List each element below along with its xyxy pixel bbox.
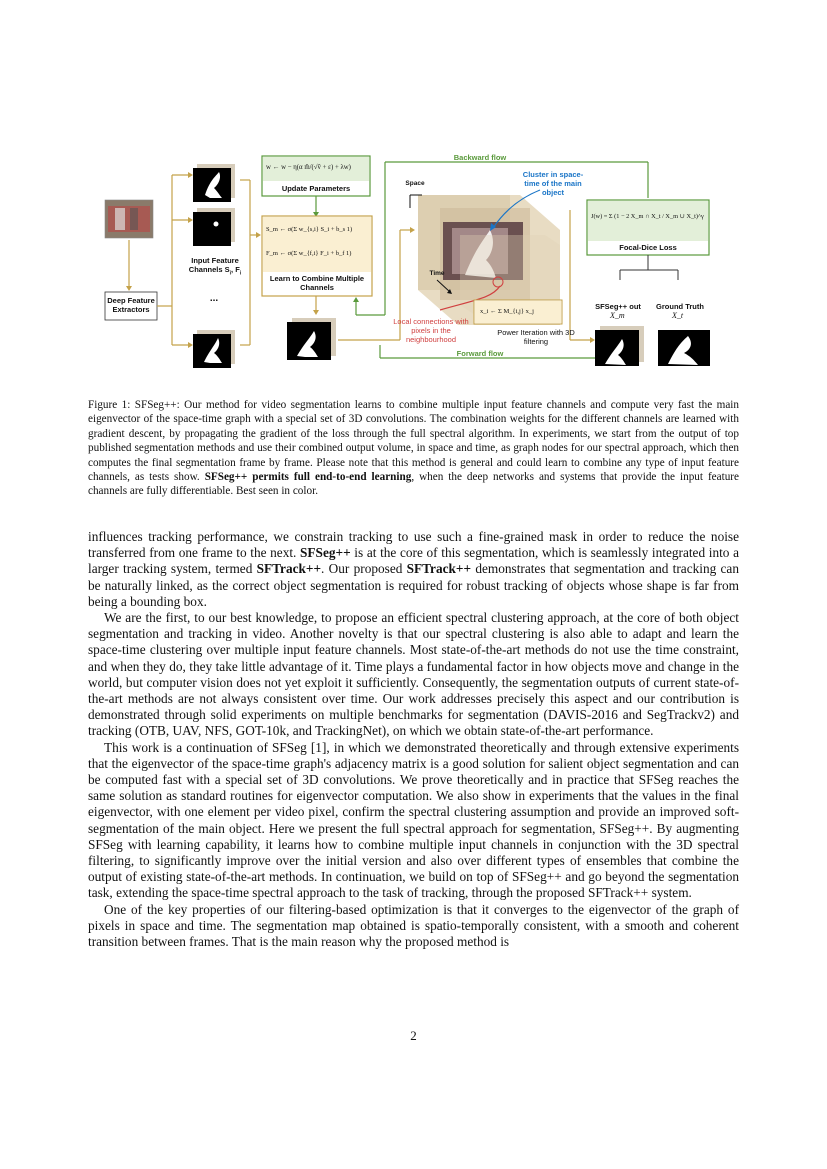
input-channel-1 bbox=[193, 164, 235, 202]
ground-truth-mask bbox=[658, 330, 710, 366]
power-iteration-label: Power Iteration with 3D filtering bbox=[497, 328, 575, 346]
figure-1 bbox=[100, 150, 730, 370]
power-iteration-equation: x_i ← Σ M_{i,j} x_j bbox=[480, 308, 534, 315]
sfseg-output-mask bbox=[595, 326, 644, 366]
cluster-label: Cluster in space-time of the main object bbox=[522, 170, 584, 197]
channel-ellipsis: ... bbox=[209, 293, 219, 304]
sfseg-out-variable: X_m bbox=[610, 311, 625, 320]
input-channel-3 bbox=[193, 330, 235, 368]
space-axis-label: Space bbox=[405, 180, 425, 187]
combine-equation-f: F_m ← σ(Σ w_{f,i} F_i + b_f 1) bbox=[266, 250, 352, 257]
paragraph-4: One of the key properties of our filtering-based optimization is that it converges to the eigenvector of the graph of pixels in space and time. The segmentation map obtained is spatio-temporally consistent, with a smooth and coherent transition between frames. That is the main reason why the proposed method is bbox=[88, 901, 739, 950]
update-parameters-label: Update Parameters bbox=[281, 184, 351, 193]
combined-channel-output bbox=[287, 318, 336, 360]
sfseg-out-label: SFSeg++ out bbox=[595, 302, 641, 311]
forward-flow-label: Forward flow bbox=[456, 349, 504, 358]
body-text bbox=[88, 529, 739, 950]
deep-feature-extractors-label: Deep Feature Extractors bbox=[107, 296, 155, 314]
focal-dice-equation: J(w) = Σ (1 − 2 X_m ∩ X_t / X_m ∪ X_t)^γ bbox=[591, 213, 704, 220]
paragraph-2: We are the first, to our best knowledge, to propose an efficient spectral clustering approach, at the core of both object segmentation and tracking in video. Another novelty is that our spectral clustering is also able to adapt and learn the space-time clustering over multiple input feature channels. Most state-of-the-art methods do not use the time constraint, and when they do, they take little advantage of it. Time plays a fundamental factor in how objects move and change in the world, but computer vision does not yet exploit it sufficiently. Consequently, the segmentation outputs of current state-of-the-art methods are not always consistent over time. Our work addresses precisely this aspect and our contribution is demonstrated through solid experiments on multiple benchmarks for segmentation (DAVIS-2016 and SegTrackv2) and tracking (OTB, UAV, NFS, GOT-10k, and TrackingNet), on which we obtain state-of-the-art performance. bbox=[88, 610, 739, 739]
focal-dice-loss-label: Focal-Dice Loss bbox=[619, 243, 677, 252]
ground-truth-label: Ground Truth bbox=[656, 302, 704, 311]
update-parameters-equation: w ← w − η(α m̂/(√v̂ + ε) + λw) bbox=[266, 164, 351, 171]
page-number: 2 bbox=[410, 1028, 417, 1043]
local-connections-label: Local connections with pixels in the neighbourhood bbox=[393, 317, 469, 344]
time-axis-label: Time bbox=[429, 270, 445, 277]
paragraph-1: influences tracking performance, we constrain tracking to use such a fine-grained mask in order to reduce the noise transferred from one frame to the next. SFSeg++ is at the core of this segmentation, which is seamlessly integrated into a larger tracking system, termed SFTrack++. Our proposed SFTrack++ demonstrates that segmentation and tracking can be naturally linked, as the correct object segmentation is required for robust tracking of objects whose shape is far from being a bounding box. bbox=[88, 529, 739, 609]
ground-truth-variable: X_t bbox=[672, 311, 684, 320]
figure-caption bbox=[88, 398, 739, 499]
input-channel-2 bbox=[193, 208, 235, 246]
caption-tail: , when the deep networks and systems that provide the input feature channels are fully differentiable. Best seen in color. bbox=[88, 471, 739, 498]
backward-flow-label: Backward flow bbox=[453, 153, 507, 162]
combine-equation-s: S_m ← σ(Σ w_{s,i} S_i + b_s 1) bbox=[266, 226, 353, 233]
paragraph-3: This work is a continuation of SFSeg [1], in which we demonstrated theoretically and through extensive experiments that the eigenvector of the space-time graph's adjacency matrix is a good solution for salient object segmentation and can be computed fast with a special set of 3D convolutions. We prove theoretically and in practice that SFSeg reaches the same solution as standard routines for eigenvector computation. We also show in experiments that the values in the final eigenvector, with one element per video pixel, confirm the spectral clustering assumption and provide an improved soft-segmentation of the main object. Here we present the full spectral approach for segmentation, SFSeg++. By augmenting SFSeg with learning capability, it learns how to combine multiple input channels in conjunction with the 3D spectral filtering, to significantly improve over the initial version and also over different types of ensembles that combine the output of existing state-of-the-art methods. In continuation, we build on top of SFSeg++ and go beyond the segmentation task, extending the space-time spectral approach to the task of tracking, through the proposed SFTrack++ system. bbox=[88, 739, 739, 901]
caption-bold: SFSeg++ permits full end-to-end learning bbox=[204, 471, 412, 484]
input-feature-channels-label: Input Feature Channels $S_i$, $F_i$ bbox=[188, 256, 242, 277]
caption-text: Figure 1: SFSeg++: Our method for video segmentation learns to combine multiple input feature channels and compute very fast the main eigenvector of the space-time graph with a special set of 3D convolutions. The combination weights for the different channels are learned with gradient descent, by propagating the gradient of the loss through the full spectral algorithm. In experiments, we start from the output of top published segmentation methods and use their combined output volume, in space and time, as graph nodes for our spectral approach, which then computes the final segmentation frame by frame. Please note that this method is general and could learn to combine any type of input feature channels, as tests show. bbox=[88, 399, 739, 484]
learn-to-combine-label: Learn to Combine Multiple Channels bbox=[269, 274, 365, 292]
